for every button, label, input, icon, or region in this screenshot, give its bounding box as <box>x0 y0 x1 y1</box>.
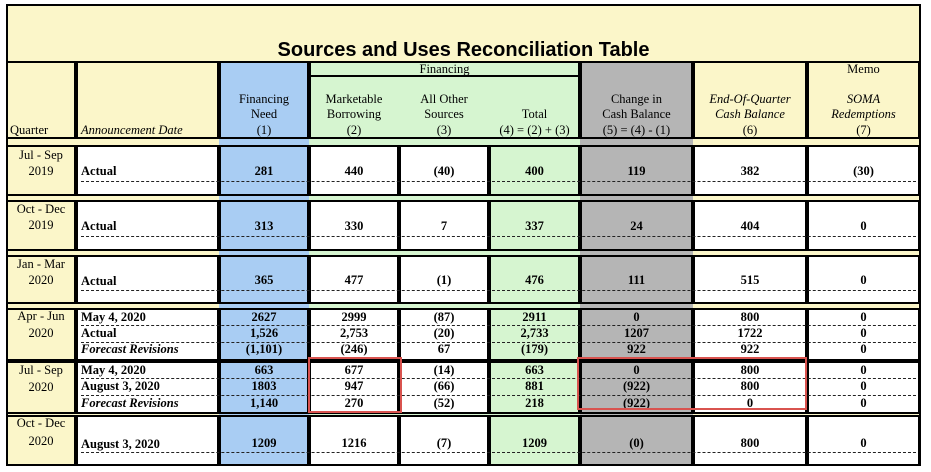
q4-r2-borrow: 2,753 <box>339 326 369 340</box>
other-header-line1: All Other <box>420 92 468 106</box>
need-header-num: (1) <box>256 123 272 137</box>
soma-header-num: (7) <box>856 123 871 137</box>
change-header-line1: Change in <box>610 92 663 106</box>
q4-r1-total: 2911 <box>522 310 547 324</box>
q4-r1-eoq: 800 <box>740 310 760 324</box>
q4-r3-borrow: (246) <box>340 342 368 356</box>
need-header-line2: Need <box>250 107 278 121</box>
q4-r3-total: (179) <box>520 342 549 356</box>
total-header-line1: Total <box>521 107 548 121</box>
q4-r2-need: 1,526 <box>249 326 279 340</box>
announcement-header: Announcement Date <box>81 123 183 137</box>
q2-label: Actual <box>81 219 117 233</box>
q5-r1-total: 663 <box>525 363 544 377</box>
q3-soma: 0 <box>860 273 867 287</box>
q3-quarter-line2: 2020 <box>28 273 54 287</box>
q2-borrow: 330 <box>344 219 364 233</box>
reconciliation-table <box>6 4 921 466</box>
q1-need: 281 <box>254 164 274 178</box>
q6-quarter-line2: 2020 <box>28 434 54 448</box>
q1-quarter-line2: 2019 <box>28 164 54 178</box>
q3-borrow: 477 <box>344 273 364 287</box>
q2-need: 313 <box>254 219 274 233</box>
q4-r2-soma: 0 <box>860 326 867 340</box>
eoq-header-line2: Cash Balance <box>715 107 785 121</box>
q6-need: 1209 <box>251 436 277 450</box>
q4-r3-label: Forecast Revisions <box>81 342 179 356</box>
q2-eoq: 404 <box>740 219 760 233</box>
q2-total: 337 <box>525 219 544 233</box>
q3-eoq: 515 <box>740 273 760 287</box>
q6-divider <box>81 452 916 453</box>
q1-other: (40) <box>433 164 455 178</box>
q4-r3-change: 922 <box>627 342 646 356</box>
q4-r3-eoq: 922 <box>740 342 760 356</box>
change-header-num: (5) = (4) - (1) <box>602 123 671 137</box>
q6-change: (0) <box>629 436 644 450</box>
q4-quarter-line2: 2020 <box>28 326 54 340</box>
q3-divider <box>81 290 916 291</box>
q5-r3-need: 1,140 <box>249 396 279 410</box>
q5-r2-need: 1803 <box>251 379 277 393</box>
q2-change: 24 <box>630 219 643 233</box>
q5-r2-soma: 0 <box>860 379 867 393</box>
q4-r1-other: (87) <box>433 310 455 324</box>
q4-r2-change: 1207 <box>624 326 649 340</box>
eoq-header-line1: End-Of-Quarter <box>709 92 791 106</box>
q6-label: August 3, 2020 <box>81 437 160 451</box>
borrow-header-line1: Marketable <box>325 92 383 106</box>
need-header-line1: Financing <box>239 92 289 106</box>
q6-total: 1209 <box>522 436 547 450</box>
change-header-line2: Cash Balance <box>602 107 671 121</box>
q1-soma: (30) <box>853 164 874 178</box>
q2-quarter-line2: 2019 <box>28 218 54 232</box>
q5-r2-label: August 3, 2020 <box>81 379 160 393</box>
q5-r2-other: (66) <box>433 379 455 393</box>
q5-r2-change: (922) <box>622 379 651 393</box>
q3-other: (1) <box>436 273 452 287</box>
q1-eoq: 382 <box>740 164 760 178</box>
q3-need: 365 <box>254 273 274 287</box>
q5-r1-borrow: 677 <box>344 363 364 377</box>
cash-highlight-box <box>577 357 807 410</box>
q3-quarter-line1: Jan - Mar <box>17 257 65 271</box>
q2-divider <box>81 236 916 237</box>
q4-r1-change: 0 <box>633 310 640 324</box>
q3-label: Actual <box>81 274 117 288</box>
q4-r2-label: Actual <box>81 326 117 340</box>
q5-r1-need: 663 <box>254 363 274 377</box>
q5-r3-other: (52) <box>433 396 455 410</box>
q5-r1-eoq: 800 <box>740 363 760 377</box>
q5-quarter-line2: 2020 <box>28 380 54 394</box>
borrow-header-num: (2) <box>346 123 362 137</box>
q6-quarter-line1: Oct - Dec <box>16 416 66 430</box>
q1-change: 119 <box>627 164 646 178</box>
q4-r1-need: 2627 <box>251 310 277 324</box>
q5-r2-eoq: 800 <box>740 379 760 393</box>
borrowing-highlight-box <box>308 357 402 413</box>
soma-header-line1: SOMA <box>846 92 881 106</box>
q4-r3-other: 67 <box>437 342 451 356</box>
memo-group-label: Memo <box>847 62 880 76</box>
q1-quarter-line1: Jul - Sep <box>19 148 63 162</box>
q1-divider <box>81 181 916 182</box>
q1-total: 400 <box>525 164 544 178</box>
eoq-header-num: (6) <box>742 123 758 137</box>
q5-r3-label: Forecast Revisions <box>81 396 179 410</box>
q4-r2-total: 2,733 <box>520 326 549 340</box>
q5-r2-borrow: 947 <box>344 379 364 393</box>
q5-r1-soma: 0 <box>860 363 867 377</box>
financing-group-label: Financing <box>419 62 470 76</box>
q6-eoq: 800 <box>740 436 760 450</box>
q4-quarter-line1: Apr - Jun <box>17 309 65 323</box>
q5-r1-other: (14) <box>433 363 455 377</box>
borrow-header-line2: Borrowing <box>326 107 382 121</box>
q5-r3-soma: 0 <box>860 396 867 410</box>
quarter-header: Quarter <box>10 123 49 137</box>
q5-r3-change: (922) <box>622 396 651 410</box>
q6-borrow: 1216 <box>341 436 367 450</box>
total-header-num: (4) = (2) + (3) <box>499 123 570 137</box>
q1-label: Actual <box>81 164 117 178</box>
q5-quarter-line1: Jul - Sep <box>19 363 63 377</box>
q3-total: 476 <box>525 273 544 287</box>
q5-r3-borrow: 270 <box>344 396 364 410</box>
q3-change: 111 <box>627 273 646 287</box>
q6-other: (7) <box>436 436 452 450</box>
q2-soma: 0 <box>860 219 867 233</box>
q5-r3-eoq: 0 <box>746 396 754 410</box>
q4-r2-eoq: 1722 <box>737 326 763 340</box>
q6-soma: 0 <box>860 436 867 450</box>
table-title: Sources and Uses Reconciliation Table <box>277 39 650 61</box>
other-header-num: (3) <box>436 123 452 137</box>
q5-r1-label: May 4, 2020 <box>81 363 146 377</box>
q4-r3-soma: 0 <box>860 342 867 356</box>
q4-r2-other: (20) <box>433 326 455 340</box>
q5-r1-change: 0 <box>633 363 640 377</box>
q5-r3-total: 218 <box>525 396 544 410</box>
soma-header-line2: Redemptions <box>831 107 896 121</box>
q4-r1-soma: 0 <box>860 310 867 324</box>
q5-r2-total: 881 <box>525 379 544 393</box>
q4-r1-borrow: 2999 <box>341 310 367 324</box>
q1-borrow: 440 <box>344 164 364 178</box>
other-header-line2: Sources <box>424 107 464 121</box>
q2-other: 7 <box>440 219 448 233</box>
q4-r3-need: (1,101) <box>245 342 283 356</box>
q4-r1-label: May 4, 2020 <box>81 310 146 324</box>
q2-quarter-line1: Oct - Dec <box>16 202 66 216</box>
